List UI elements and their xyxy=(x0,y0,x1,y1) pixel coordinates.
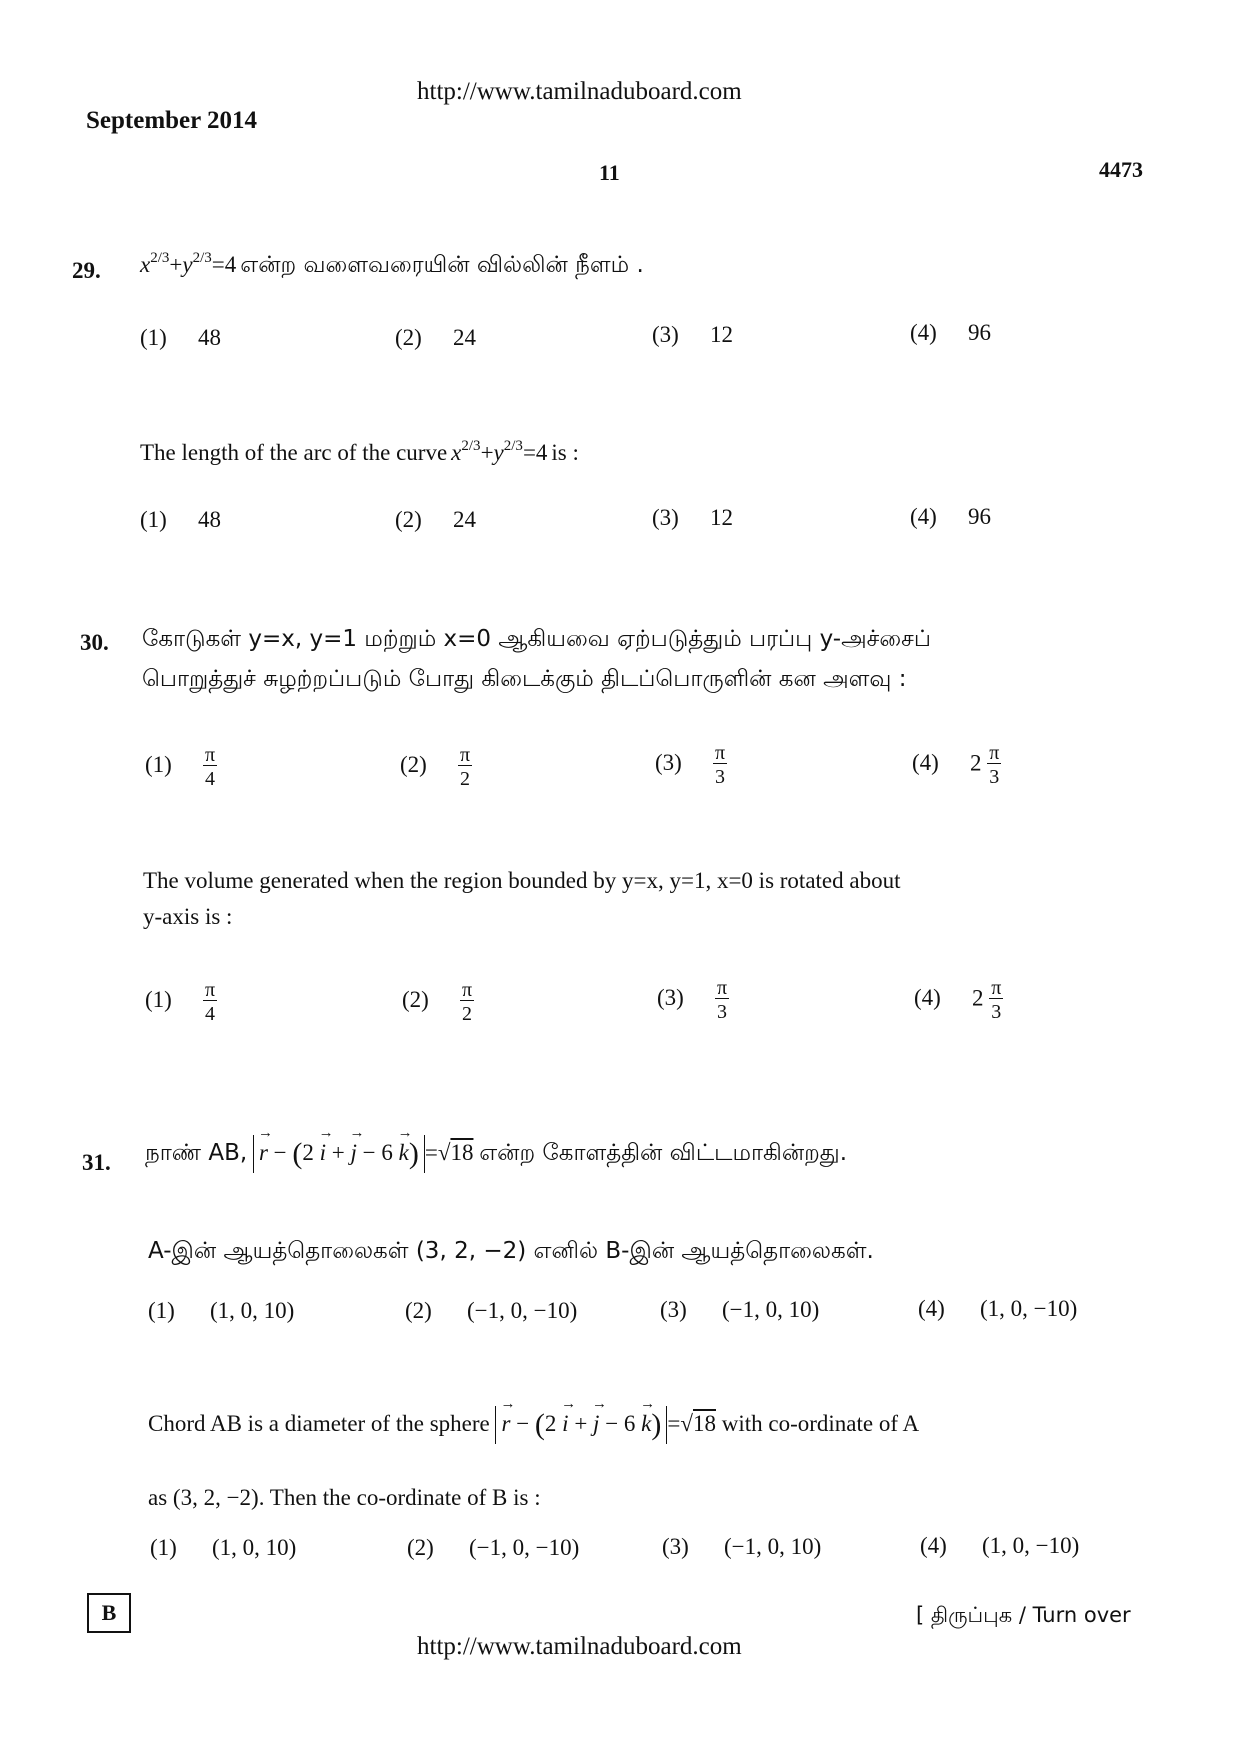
q31-english-prefix: Chord AB is a diameter of the sphere xyxy=(148,1411,490,1436)
q30-tamil-line-2: பொறுத்துச் சுழற்றப்படும் போது கிடைக்கும் திடப்பொருளின் கன அளவு : xyxy=(142,666,907,692)
q31-ta-option-4: (4) (1, 0, −10) xyxy=(918,1296,1078,1321)
q30-en-option-3: (3) $\frac{\pi}{3}$ xyxy=(657,977,728,1023)
q30-ta-option-3: (3) $\frac{\pi}{3}$ xyxy=(655,742,726,788)
q29-ta-option-2: (2) 24 xyxy=(395,325,476,350)
q31-tamil-suffix: என்ற கோளத்தின் விட்டமாகின்றது. xyxy=(479,1140,848,1166)
q29-en-equation: $x^{2/3}+y^{2/3}=4$ xyxy=(451,438,548,465)
q29-ta-option-3: (3) 12 xyxy=(652,322,733,347)
q31-ta-option-3: (3) (−1, 0, 10) xyxy=(660,1297,820,1322)
turn-over: [ திருப்புக / Turn over xyxy=(916,1603,1131,1627)
q31-tamil-line-1: நாண் AB, → r − (2 → i + → j − 6 → k) =√18 என்ற கோளத்தின் விட்டமாகின்றது. xyxy=(145,1135,847,1173)
header-url[interactable]: http://www.tamilnaduboard.com xyxy=(417,78,742,105)
q31-tamil-prefix: நாண் AB, xyxy=(145,1140,248,1166)
q31-en-option-4: (4) (1, 0, −10) xyxy=(920,1533,1080,1558)
page-number: 11 xyxy=(599,160,620,185)
q31-ta-option-1: (1) (1, 0, 10) xyxy=(148,1298,295,1323)
q29-tamil-text: என்ற வளைவரையின் வில்லின் நீளம் . xyxy=(240,252,644,278)
q30-english-line-1: The volume generated when the region bounded by y=x, y=1, x=0 is rotated about xyxy=(143,868,901,893)
q30-english-line-2: y-axis is : xyxy=(143,904,233,929)
q31-english-suffix: with co-ordinate of A xyxy=(721,1411,920,1436)
q30-en-option-1: (1) $\frac{\pi}{4}$ xyxy=(145,979,216,1025)
q31-english-line-1: Chord AB is a diameter of the sphere → r − (2 → i + → j − 6 → k) =√18 with co-ordinate of A xyxy=(148,1406,919,1444)
q30-tamil-line-1: கோடுகள் y=x, y=1 மற்றும் x=0 ஆகியவை ஏற்படுத்தும் பரப்பு y-அச்சைப் xyxy=(142,626,931,652)
booklet-series-label: B xyxy=(101,1600,117,1625)
q31-ta-option-2: (2) (−1, 0, −10) xyxy=(405,1298,578,1323)
q29-tamil-line xyxy=(140,250,644,281)
footer-url[interactable]: http://www.tamilnaduboard.com xyxy=(417,1633,742,1660)
q29-ta-option-1: (1) 48 xyxy=(140,325,221,350)
q30-number: 30. xyxy=(80,630,109,655)
q29-english-text: The length of the arc of the curve xyxy=(140,440,448,465)
q29-english-suffix: is : xyxy=(551,440,579,465)
q30-ta-option-4: (4) 2 $\frac{\pi}{3}$ xyxy=(912,742,1000,788)
q29-en-option-3: (3) 12 xyxy=(652,505,733,530)
q30-en-option-2: (2) $\frac{\pi}{2}$ xyxy=(402,979,473,1025)
q30-ta-option-2: (2) $\frac{\pi}{2}$ xyxy=(400,744,471,790)
q29-en-option-1: (1) 48 xyxy=(140,507,221,532)
q31-en-option-2: (2) (−1, 0, −10) xyxy=(407,1535,580,1560)
q29-number: 29. xyxy=(72,258,101,283)
exam-date: September 2014 xyxy=(86,107,258,134)
q29-en-option-2: (2) 24 xyxy=(395,507,476,532)
q31-sphere-equation: → r − (2 → i + → j − 6 → k) xyxy=(253,1135,425,1173)
paper-code: 4473 xyxy=(1099,157,1143,182)
q29-english-line xyxy=(140,438,579,466)
q29-equation: $x^{2/3}+y^{2/3}=4$ xyxy=(140,250,237,277)
q30-ta-option-1: (1) $\frac{\pi}{4}$ xyxy=(145,744,216,790)
q31-en-option-3: (3) (−1, 0, 10) xyxy=(662,1534,822,1559)
q31-english-line-2: as (3, 2, −2). Then the co-ordinate of B is : xyxy=(148,1485,541,1510)
q31-en-option-1: (1) (1, 0, 10) xyxy=(150,1535,297,1560)
booklet-series-box xyxy=(87,1593,131,1633)
q30-en-option-4: (4) 2 $\frac{\pi}{3}$ xyxy=(914,977,1002,1023)
q31-en-sphere-equation: → r − (2 → i + → j − 6 → k) xyxy=(495,1406,667,1444)
q29-en-option-4: (4) 96 xyxy=(910,504,991,529)
q31-number: 31. xyxy=(82,1150,111,1175)
q29-ta-option-4: (4) 96 xyxy=(910,320,991,345)
q31-tamil-line-2: A-இன் ஆயத்தொலைகள் (3, 2, −2) எனில் B-இன் ஆயத்தொலைகள். xyxy=(148,1238,874,1264)
